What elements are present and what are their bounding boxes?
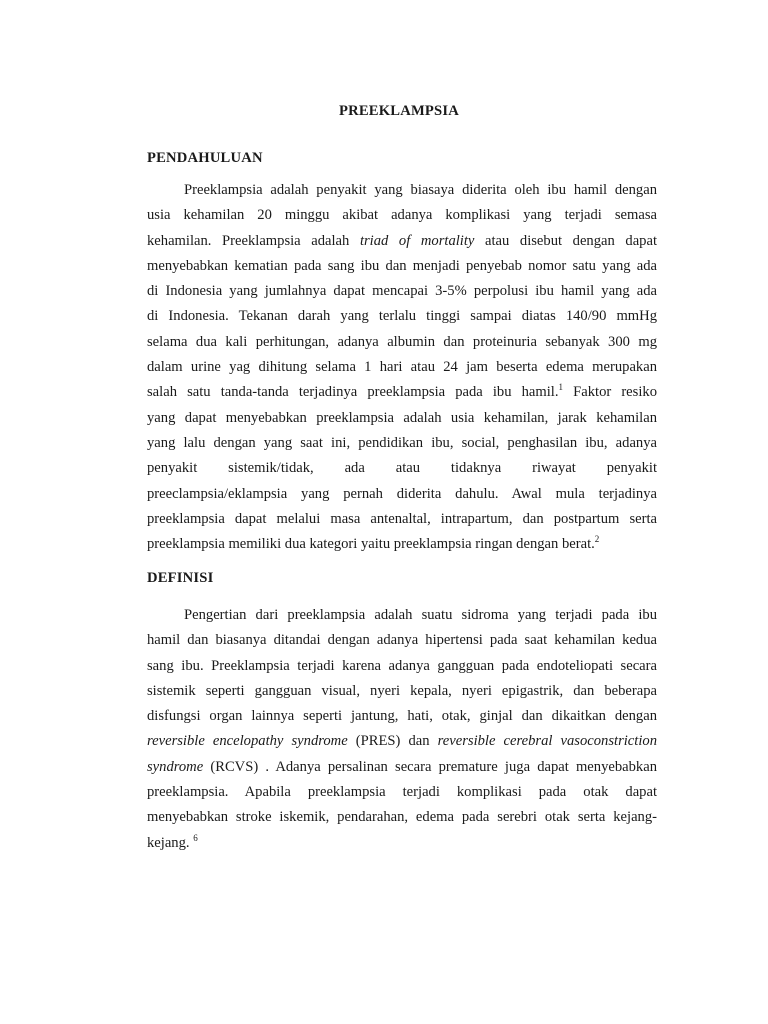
footnote-ref: 2 — [594, 534, 600, 545]
text-run: Faktor resiko — [563, 384, 657, 401]
paragraph-line: penyakit sistemik/tidak, ada atau tidaknya riwayat penyakit — [147, 460, 657, 477]
paragraph-line: di Indonesia. Tekanan darah yang terlalu tinggi sampai diatas 140/90 mmHg — [147, 308, 657, 325]
text-run: preeklampsia memiliki dua kategori yaitu preeklampsia ringan dengan berat. — [147, 536, 595, 553]
paragraph-line — [147, 831, 657, 856]
paragraph-line: sang ibu. Preeklampsia terjadi karena adanya gangguan pada endoteliopati secara — [147, 657, 657, 674]
paragraph-line: sistemik seperti gangguan visual, nyeri kepala, nyeri epigastrik, dan beberapa — [147, 682, 657, 699]
paragraph-line: disfungsi organ lainnya seperti jantung, hati, otak, ginjal dan dikaitkan dengan — [147, 708, 657, 725]
footnote-ref: 6 — [193, 832, 198, 843]
paragraph-line: dalam urine yag dihitung selama 1 hari atau 24 jam beserta edema merupakan — [147, 359, 657, 376]
paragraph-line: preeclampsia/eklampsia yang pernah diderita dahulu. Awal mula terjadinya — [147, 485, 657, 502]
paragraph-line: menyebabkan stroke iskemik, pendarahan, edema pada serebri otak serta kejang- — [147, 809, 657, 826]
text-run: atau disebut dengan dapat — [474, 232, 657, 249]
text-run: (RCVS) . Adanya persalinan secara premature juga dapat menyebabkan — [203, 758, 657, 775]
paragraph-line: Preeklampsia adalah penyakit yang biasaya diderita oleh ibu hamil dengan — [184, 182, 657, 198]
paragraph-pendahuluan — [147, 178, 657, 557]
paragraph-line — [147, 229, 657, 254]
text-run: kejang. — [147, 834, 194, 851]
italic-term: reversible encelopathy syndrome — [147, 733, 348, 750]
paragraph-line: usia kehamilan 20 minggu akibat adanya komplikasi yang terjadi semasa — [147, 207, 657, 224]
text-run: salah satu tanda-tanda terjadinya preeklampsia pada ibu hamil. — [147, 384, 559, 401]
paragraph-line: yang dapat menyebabkan preeklampsia adalah usia kehamilan, jarak kehamilan — [147, 409, 657, 426]
paragraph-line — [147, 729, 657, 754]
paragraph-line: preeklampsia. Apabila preeklampsia terjadi komplikasi pada otak dapat — [147, 784, 657, 801]
paragraph-line: hamil dan biasanya ditandai dengan adanya hipertensi pada saat kehamilan kedua — [147, 632, 657, 649]
section-heading-definisi: DEFINISI — [147, 570, 214, 586]
paragraph-line — [147, 755, 657, 780]
paragraph-line — [147, 380, 657, 405]
paragraph-line: yang lalu dengan yang saat ini, pendidikan ibu, social, penghasilan ibu, adanya — [147, 434, 657, 451]
document-title: PREEKLAMPSIA — [339, 103, 459, 119]
text-run: (PRES) dan — [347, 733, 438, 750]
paragraph-line: menyebabkan kematian pada sang ibu dan menjadi penyebab nomor satu yang ada — [147, 257, 657, 274]
italic-term: syndrome — [147, 758, 204, 775]
paragraph-line: preeklampsia dapat melalui masa antenaltal, intrapartum, dan postpartum serta — [147, 510, 657, 527]
paragraph-line: di Indonesia yang jumlahnya dapat mencapai 3-5% perpolusi ibu hamil yang ada — [147, 283, 657, 300]
footnote-ref: 1 — [558, 382, 564, 393]
paragraph-line — [147, 532, 657, 557]
paragraph-definisi — [147, 603, 657, 856]
italic-term: triad of mortality — [359, 232, 475, 249]
paragraph-line: selama dua kali perhitungan, adanya albumin dan proteinuria sebanyak 300 mg — [147, 333, 657, 350]
italic-term: reversible cerebral vasoconstriction — [437, 733, 657, 750]
text-run: kehamilan. Preeklampsia adalah — [147, 232, 360, 249]
paragraph-line: Pengertian dari preeklampsia adalah suatu sidroma yang terjadi pada ibu — [184, 607, 657, 623]
section-heading-pendahuluan: PENDAHULUAN — [147, 150, 263, 166]
